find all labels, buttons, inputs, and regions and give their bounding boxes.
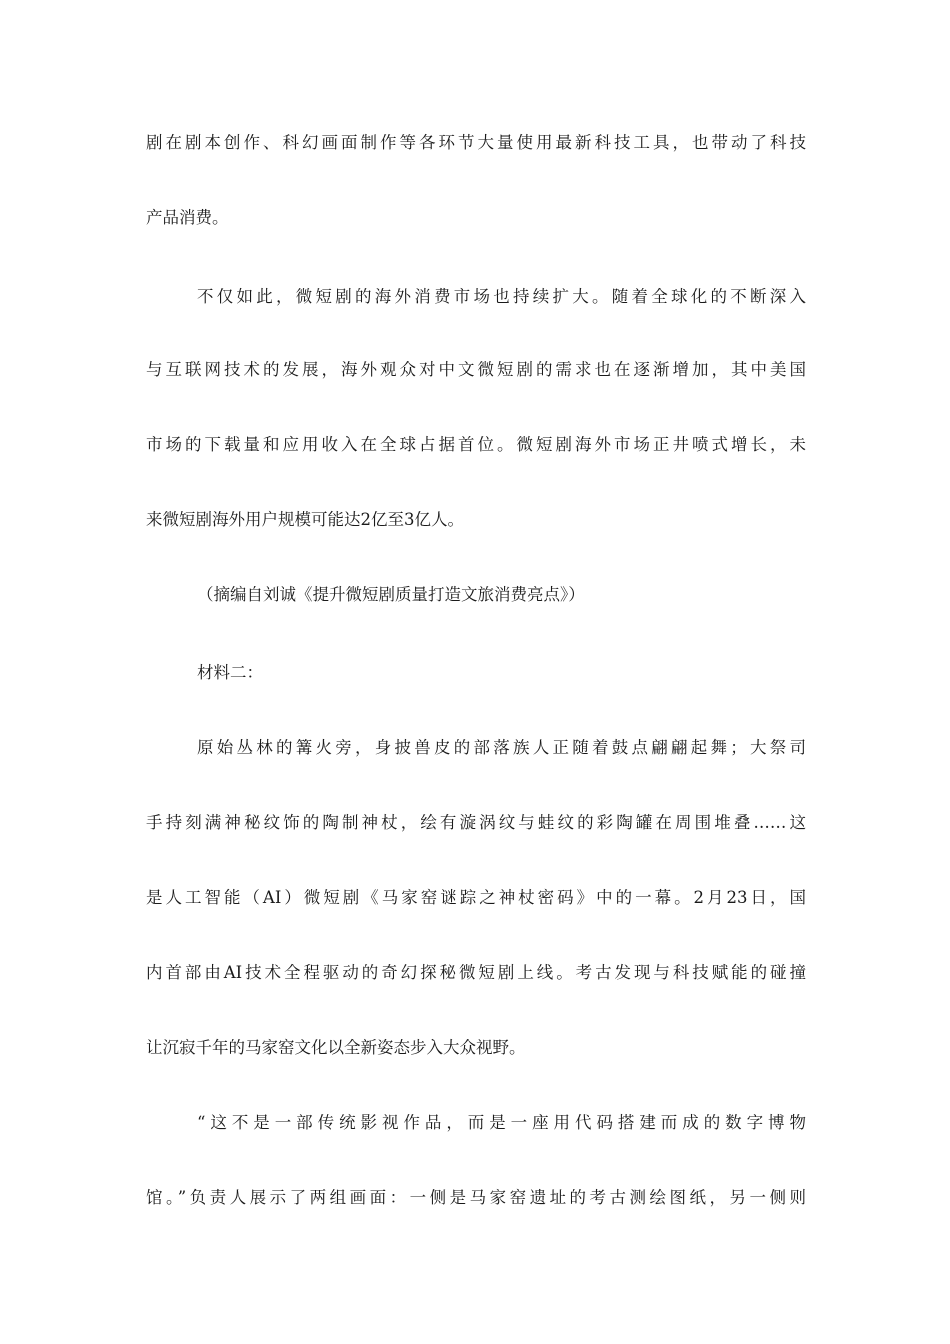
text-line-6: 来微短剧海外用户规模可能达2亿至3亿人。	[146, 510, 464, 529]
text-line-9: 原始丛林的篝火旁，身披兽皮的部落族人正随着鼓点翩翩起舞；大祭司	[197, 738, 806, 757]
text-line-4: 与互联网技术的发展，海外观众对中文微短剧的需求也在逐渐增加，其中美国	[146, 360, 806, 379]
text-line-12: 内首部由AI技术全程驱动的奇幻探秘微短剧上线。考古发现与科技赋能的碰撞	[146, 963, 806, 982]
citation-line: （摘编自刘诚《提升微短剧质量打造文旅消费亮点》）	[197, 585, 585, 604]
text-line-13: 让沉寂千年的马家窑文化以全新姿态步入大众视野。	[146, 1038, 526, 1057]
text-line-2: 产品消费。	[146, 208, 229, 227]
text-line-11: 是人工智能（AI）微短剧《马家窑谜踪之神杖密码》中的一幕。2月23日，国	[146, 888, 806, 907]
section-heading: 材料二：	[197, 663, 263, 682]
text-line-10: 手持刻满神秘纹饰的陶制神杖，绘有漩涡纹与蛙纹的彩陶罐在周围堆叠……这	[146, 813, 806, 832]
text-line-15: 馆。”负责人展示了两组画面：一侧是马家窑遗址的考古测绘图纸，另一侧则	[146, 1188, 806, 1207]
text-line-3: 不仅如此，微短剧的海外消费市场也持续扩大。随着全球化的不断深入	[197, 287, 806, 306]
text-line-1: 剧在剧本创作、科幻画面制作等各环节大量使用最新科技工具，也带动了科技	[146, 133, 806, 152]
text-line-5: 市场的下载量和应用收入在全球占据首位。微短剧海外市场正井喷式增长，未	[146, 435, 806, 454]
text-line-14: “这不是一部传统影视作品，而是一座用代码搭建而成的数字博物	[197, 1113, 806, 1132]
